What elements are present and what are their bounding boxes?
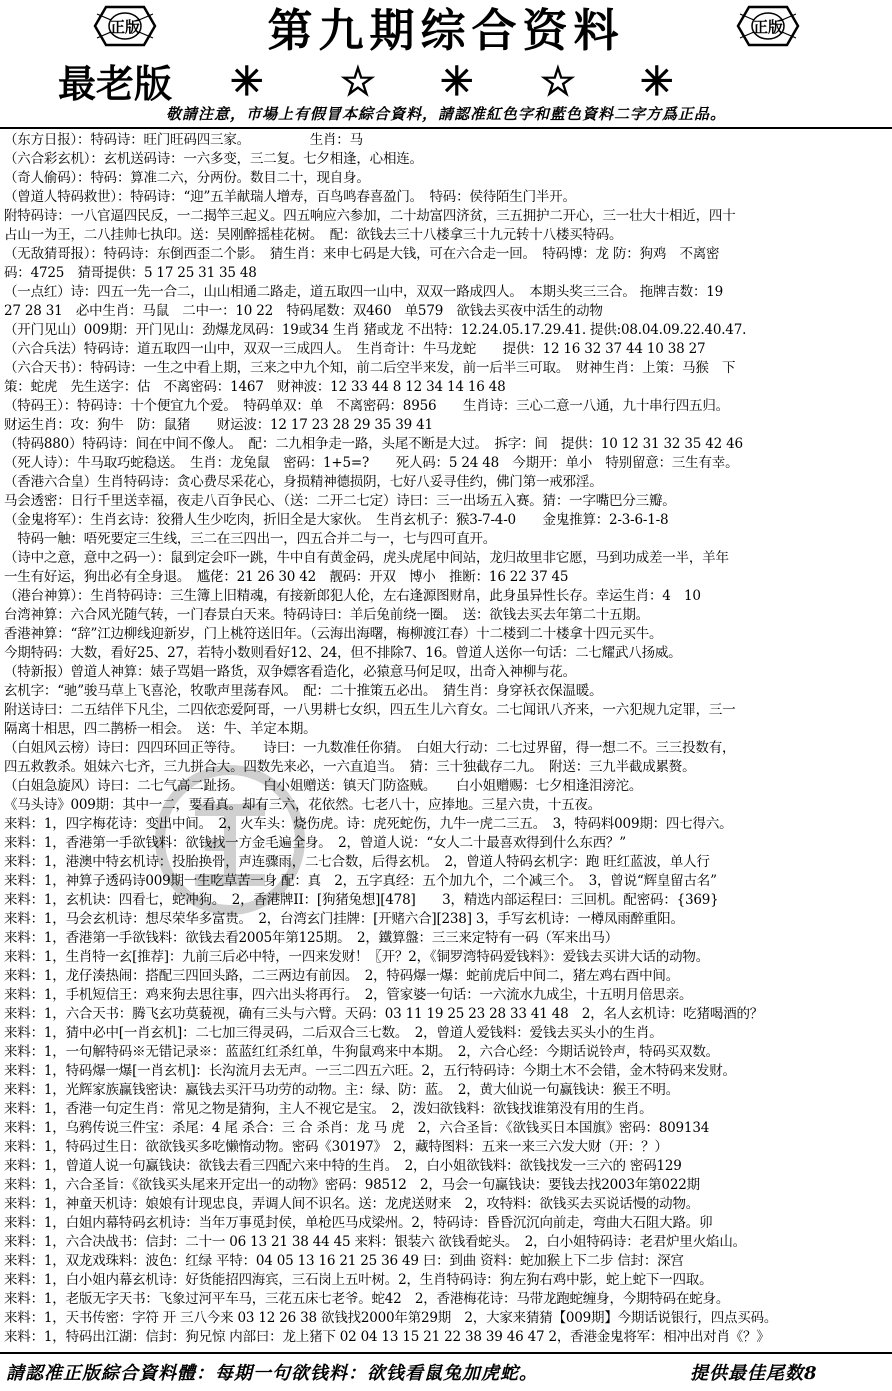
text-line: 来料：1，四字梅花诗：变出中间。 2，火车头：烧伤虎。诗：虎死蛇伤，九牛一虎二三五。 3，特码料009期：四七得六。 [4,816,733,832]
logo-text: 正版 [752,18,784,36]
star-row [230,58,700,106]
text-line: （开门见山）009期：开门见山：劲爆龙凤码：19或34 生肖 猪或龙 不出特：12.24.05.17.29.41. 提供:08.04.09.22.40.47. [4,322,747,338]
text-line: 台湾神算：六合风光随气转，一门春景白天来。特码诗曰：羊后兔前绕一圈。 送：欲钱去买去年第二十五期。 [4,607,649,623]
text-line: 马会透密：日行千里送幸福，夜走八百争民心、（送：二开二七定）诗曰：三一出场五入赛。猜：一字嘴巴分三瓣。 [4,493,676,509]
asterisk-icon: ✳ [640,58,674,105]
page-footer [0,1352,892,1390]
text-line: 来料：1，猜中必中[一肖玄机]：二七加三得灵码，二后双合三七数。 2，曾道人爱钱料：爱钱去买头小的生肖。 [4,1025,663,1041]
text-line: 来料：1，老版无字天书：飞象过河平车马，三花五床七老爷。蛇42 2，香港梅花诗：马带龙跑蛇缠身，今期特码在蛇身。 [4,1291,730,1307]
page-header [0,0,892,122]
text-line: 来料：1，六合决战书：信封：二十一 06 13 21 38 44 45 来料：银装六 欲钱看蛇头。 2，白小姐特码诗：老君炉里火焰山。 [4,1234,746,1250]
text-line: 今期特码：大数，看好25、27，若特小数则看好12、24，但不排除7、16。曾道人送你一句话：二七耀武八扬威。 [4,645,682,661]
text-line: 码：4725 猜哥提供：5 17 25 31 35 48 [4,265,257,281]
logo-text: 正版 [109,18,141,36]
text-line: 来料：1，生肖特一玄[推荐]：九前三后必中特，一四来发财！〖开？2，《铜罗湾特码爱钱料》：爱钱去买讲大话的动物。 [4,949,710,965]
text-line: （特码880）特码诗：间在中间不像人。 配：二九相争走一路，头尾不断是大过。 拆字：间 提供：10 12 31 32 35 42 46 [4,436,743,452]
text-line: 来料：1，龙仔湊热闹：搭配三四回头路，二三两边有前因。 2，特码爆一爆：蛇前虎后中间二，猪左鸡右酉中间。 [4,968,680,984]
text-line: 来料：1，特码过生日：欲欲钱买多吃懒惰动物。密码《30197》 2，藏特图料：五来一来三六发大财（开：？） [4,1139,668,1155]
text-line: 财运生肖：攻：狗牛 防：鼠猪 财运波：12 17 23 28 29 35 39 41 [4,417,433,433]
text-line: 来料：1，香港第一手欲钱料：欲钱找一方金毛遍全身。 2，曾道人说：“女人二十最喜欢得到什么东西？” [4,835,626,851]
text-line: 玄机字：“驰”骏马草上飞喜沦，牧歌声里荡春风。 配：二十推策五必出。 猜生肖：身穿袄衣保温暖。 [4,683,603,699]
header-divider [0,127,892,129]
text-line: 策：蛇虎 先生送字：估 不离密码：1467 财神波：12 33 44 8 12 34 14 16 48 [4,379,506,395]
text-line: 《马头诗》009期：其中一二，要看真。却有三六，花依然。七老八十，应捧地。三星六贵，十五夜。 [4,797,602,813]
text-line: 来料：1，香港一句定生肖：常见之物是猜狗，主人不视它是宝。 2，泼妇欲钱料：欲钱找谁第没有用的生肖。 [4,1101,653,1117]
text-line: 来料：1，玄机诀：四看七，蛇冲狗。 2，香港牌II：[狗猪兔想][478] 3，精选内部运程曰：三回机。配密码：{369} [4,892,719,908]
asterisk-icon: ✳ [440,58,474,105]
page-title: 第九期综合资料 [267,4,625,57]
star-icon: ☆ [340,58,376,105]
text-line: 来料：1，马会玄机诗：想尽荣华多富贵。 2，台湾玄门挂牌：[开赌六合][238] 3，手写玄机诗：一樽凤雨醉重阳。 [4,911,684,927]
text-line: （一点红）诗：四五一先一合二，山山相通二路走，道五取四一山中，双双一路成四人。 本期头奖三三合。 拖牌吉数：19 [4,284,724,300]
text-line: 来料：1，六合圣旨：《欲钱买头尾来开定出一的动物》密码：98512 2，马会一句赢钱诀：要钱去找2003年第022期 [4,1177,700,1193]
text-line: 来料：1，六合天书：腾飞玄功莫藐视，确有三头与六臂。天码：03 11 19 25 23 28 33 41 48 2，名人玄机诗：吃猪喝酒的？ [4,1006,764,1022]
text-line: 来料：1，香港第一手欲钱料：欲钱去看2005年第125期。 2，鐵算盤：三三来定特有一码（军来出马） [4,930,619,946]
text-line: 来料：1，乌鸦传说三件宝：杀尾：4 尾 杀合：三 合 杀肖：龙 马 虎 2，六合圣旨：《欲钱买日本国旗》密码：809134 [4,1120,710,1136]
text-line: （特码王）：特码诗：十个便宜九个爱。 特码单双：单 不离密码：8956 生肖诗：三心二意一八通，九十串行四五归。 [4,398,729,414]
text-line: 占山一为王，二八挂帅七执印。送：吴刚醉摇桂花树。 配：欲钱去三十八楼拿三十九元转十八楼买特码。 [4,227,623,243]
text-line: 隔离十相思，四二鹊桥一相会。 送：牛、羊定本期。 [4,721,317,737]
text-line: 附送诗曰：二五结伴下凡尘，二四依恋爱阿哥，一八男耕七女织，四五生儿六育女。二七闻讯八齐来，一六犯规九定罪，三一 [4,702,736,718]
text-line: 四五救教杀。姐妹六七齐，三九拼合大。四数先来必，一六直追当。 猜：三十独截存二九。 附送：三九半截成累赘。 [4,759,696,775]
text-line: 来料：1，双龙戏珠料：波色：红绿 平特：04 05 13 16 21 25 36 49 曰：到曲 资料：蛇加猴上下二步 信封：深宫 [4,1253,684,1269]
text-line: 来料：1，港澳中特玄机诗：投胎换骨，声连骤雨，二七合数，后得玄机。 2，曾道人特码玄机字：跑 旺红蓝波，单人行 [4,854,710,870]
text-line: （无敌猜哥报）：特码诗：东倒西歪二个影。 猜生肖：来申七码是大钱，可在六合走一回。 特码博：龙 防：狗鸡 不离密 [4,246,720,262]
text-line: （六合天书）：特码诗：一生之中看上期，三来之中九个知，前二后空半来发，前一后半三可取。 财神生肖：上策：马猴 下 [4,360,736,376]
text-line: （诗中之意，意中之码一）：鼠到定会吓一跳，牛中自有黄金码，虎头虎尾中间站，龙归故里非它愿，马到功成差一半，羊年 [4,550,729,566]
text-line: （香港六合皇）生肖特码诗：贪心费尽采花心，身损精神德损阴，七好八妥寻佳约，佛门第一戒邪淫。 [4,474,603,490]
text-line: （特新报）曾道人神算：婊子骂娼一路货，双争嫖客看造化，必猿意马何足叹，出奇入神柳与花。 [4,664,576,680]
text-line: 特码一触：唔死要定三生线，三二在三四出一，四五合并二与一，七与四可直开。 [4,531,497,547]
text-line: 一生有好运，狗出必有全身退。 尴佬：21 26 30 42 靓码：开双 博小 推断：16 22 37 45 [4,569,569,585]
text-line: 来料：1，手机短信王：鸡来狗去思往事，四六出头将再行。 2，管家婆一句话：一六流水九成尘，十五明月倍思亲。 [4,987,693,1003]
text-line: 附特码诗：一八官逼四民反，一二揭竿三起义。四五响应六参加，二十劫富四济贫，三五拥护二开心，三一壮大十相近，四十 [4,208,736,224]
text-line: （六合彩玄机）：玄机送码诗：一六多变，三二复。七夕相逢，心相连。 [4,151,423,167]
text-line: （奇人偷码）：特码：算准二六，分两份。数目二十，现自身。 [4,170,370,186]
text-line: （曾道人特码救世）：特码诗：“迎”五羊献瑞人增寿，百鸟鸣春喜盈门。 特码：侯待陌生门半开。 [4,189,576,205]
text-line: 来料：1，特码爆一爆[一肖玄机]：长沟流月去无声。一三二四五六旺。2，五行特码诗：今期土木不会错，金木特码来发财。 [4,1063,736,1079]
zhengban-logo-left [92,4,158,48]
text-line: （白姐急旋风）诗曰：二七气高二趾扬。 白小姐赠送：镇天门防盗贼。 白小姐赠赐：七夕相逢泪滂沱。 [4,778,643,794]
text-line: 来料：1，特码出江湖：信封：狗兄惊 内部曰：龙上猪下 02 04 13 15 21 22 38 39 46 47 2，香港金鬼将军：相冲出对肖《？》 [4,1329,770,1345]
edition-label: 最老版 [58,61,173,106]
text-line: （六合兵法）特码诗：道五取四一山中，双双一三成四人。 生肖奇计：牛马龙蛇 提供：12 16 32 37 44 10 38 27 [4,341,706,357]
text-line: 27 28 31 必中生肖：马鼠 二中一：10 22 特码尾数：双460 单579 欲钱去买夜中活生的动物 [4,303,603,319]
text-line: 来料：1，神童天机诗：娘娘有计现忠良，弄调人间不识名。送：龙虎送财来 2，攻特料：欲钱买去买说话慢的动物。 [4,1196,700,1212]
text-line: （死人诗）：牛马取巧蛇稳送。 生肖：龙兔鼠 密码：1+5=? 死人码：5 24 48 今期开：单小 特别留意：三生有幸。 [4,455,739,471]
text-line: 来料：1，白姐内幕特码玄机诗：当年万事觅封侯，单枪匹马戍梁州。2，特码诗：昏昏沉沉向前走，弯曲大石阻大路。卯 [4,1215,713,1231]
text-line: （白姐风云榜）诗曰：四四环回正等待。 诗曰：一九数准任你猜。 白姐大行动：二七过界留，得一想二不。三三投数有， [4,740,736,756]
text-line: （金鬼将军）：生肖玄诗：狡猾人生少吃肉，折旧全是大家伙。 生肖玄机子：猴3-7-4-0 金鬼推算：2-3-6-1-8 [4,512,669,528]
authenticity-notice: 敬請注意，市場上有假冒本綜合資料，請認准紅色字和藍色資料二字方爲正品。 [165,105,726,123]
text-line: 来料：1，白小姐内幕玄机诗：好货能招四海宾，三石岗上五叶树。2，生肖特码诗：狗左狗右鸡中影，蛇上蛇下一四取。 [4,1272,713,1288]
footer-tail-number: 提供最佳尾数8 [690,1363,818,1384]
text-line: 来料：1，光辉家族赢钱密诀：赢钱去买汗马功劳的动物。主：绿、防：蓝。 2，黄大仙说一句赢钱诀：猴王不明。 [4,1082,680,1098]
text-line: 来料：1，神算子透码诗009期一生吃草苦一身 配：真 2，五字真经：五个加九个，二个减三个。 3，曾说“辉皇留古名” [4,873,717,889]
text-line: （港台神算）：生肖特码诗：三生簿上旧精魂，有接新郎犯人伦，左右逢源图财帛，此身虽异性长存。幸运生肖：4 10 [4,588,701,604]
footer-slogan: 請認准正版綜合資料體：每期一句欲钱料：欲钱看鼠兔加虎蛇。 [6,1363,538,1384]
star-icon: ☆ [540,58,576,105]
zhengban-logo-right [735,4,801,48]
asterisk-icon: ✳ [230,58,264,105]
text-line: 来料：1，一句解特码※无错记录※：蓝蓝红红杀红单，牛狗鼠鸡来中本期。 2，六合心经：今期话说铃声，特码买双数。 [4,1044,719,1060]
text-line: （东方日报）：特码诗：旺门旺码四三家。 生肖：马 [4,132,363,148]
article-body [4,131,888,1347]
text-line: 来料：1，曾道人说一句赢钱诀：欲钱去看三四配六来中特的生肖。 2，白小姐欲钱料：欲钱找发一三六的 密码129 [4,1158,682,1174]
text-line: 香港神算：“辞”江边柳线迎新岁，门上桃符送旧年。（云海出海曙，梅柳渡江春）十二楼到二十楼拿十四元买牛。 [4,626,663,642]
text-line: 来料：1，天书传密：字符 开 三八今来 03 12 26 38 欲钱找2000年第29期 2，大家来猜猜【009期】今期话说银行，四点买码。 [4,1310,778,1326]
